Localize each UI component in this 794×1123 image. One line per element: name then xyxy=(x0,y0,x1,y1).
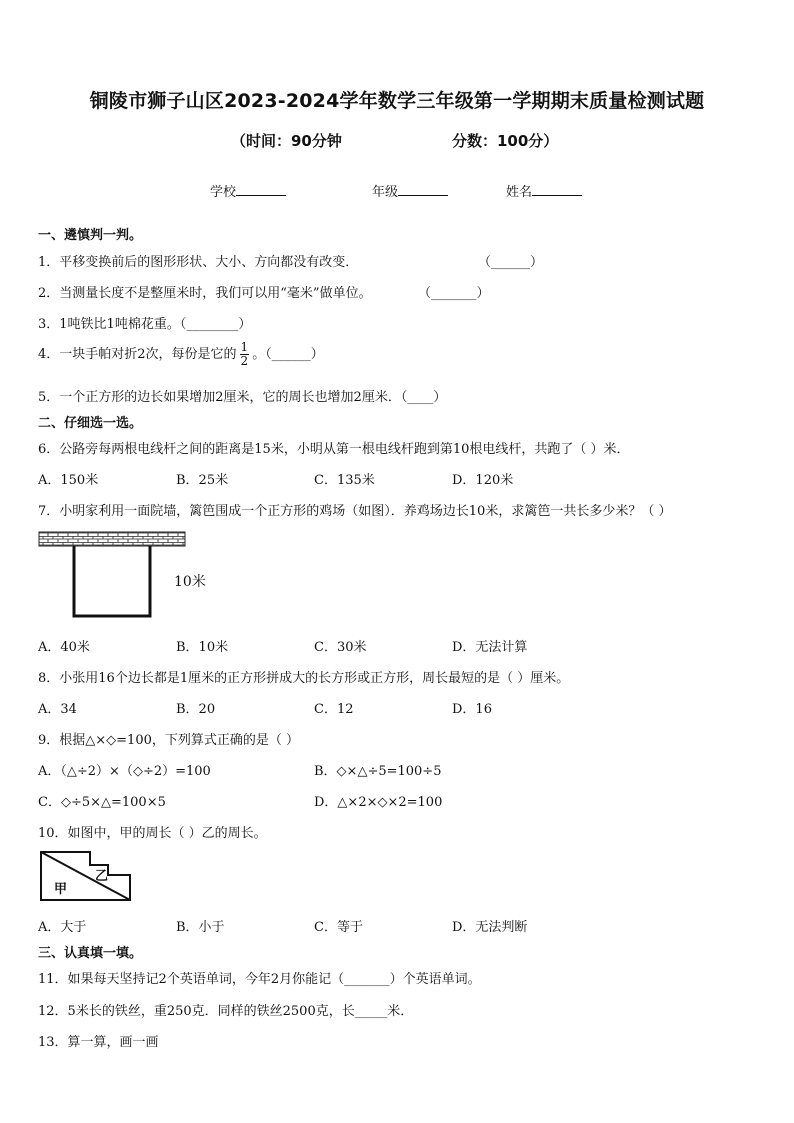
q9-option-d: D．△×2×◇×2=100 xyxy=(314,795,443,810)
fraction xyxy=(240,341,250,368)
q10-option-b: B．小于 xyxy=(176,920,225,935)
question-4-text: 4．一块手帕对折2次，每份是它的 xyxy=(38,347,237,362)
q7-option-a: A．40米 xyxy=(38,640,90,655)
q9-option-a: A．（△÷2）×（◇÷2）=100 xyxy=(38,764,211,779)
question-8: 8．小张用16个边长都是1厘米的正方形拼成大的长方形或正方形，周长最短的是（ ）厘米。 xyxy=(38,671,570,686)
question-11: 11．如果每天坚持记2个英语单词，今年2月你能记（_______）个英语单词。 xyxy=(38,972,481,987)
grade-label: 年级 xyxy=(372,185,399,200)
question-9: 9．根据△×◇=100，下列算式正确的是（ ） xyxy=(38,733,299,748)
yi-label: 乙 xyxy=(95,869,109,884)
q7-option-c: C．30米 xyxy=(314,640,367,655)
q8-option-b: B．20 xyxy=(176,702,216,717)
fraction-denominator: 2 xyxy=(240,354,249,368)
question-1: 1．平移变换前后的图形形状、大小、方向都没有改变． xyxy=(38,255,359,270)
question-3: 3．1吨铁比1吨棉花重。（________） xyxy=(38,317,252,332)
side-length-label: 10米 xyxy=(174,574,206,590)
grade-blank xyxy=(398,183,448,196)
chicken-yard-figure xyxy=(38,530,188,620)
q6-option-b: B．25米 xyxy=(176,473,229,488)
question-13: 13．算一算，画一画 xyxy=(38,1035,159,1050)
q6-option-c: C．135米 xyxy=(314,473,375,488)
name-label: 姓名 xyxy=(506,185,533,200)
jia-label: 甲 xyxy=(54,882,68,897)
question-2-answer: （_______） xyxy=(418,286,490,301)
school-blank xyxy=(236,183,286,196)
q6-option-d: D．120米 xyxy=(452,473,514,488)
question-4-answer: 。（______） xyxy=(252,347,324,362)
fence-line xyxy=(74,546,150,616)
school-field xyxy=(210,181,286,200)
q8-option-a: A．34 xyxy=(38,702,77,717)
q8-option-d: D．16 xyxy=(452,702,492,717)
q9-option-b: B．◇×△÷5=100÷5 xyxy=(314,764,442,779)
name-field xyxy=(506,181,582,200)
question-2: 2．当测量长度不是整厘米时，我们可以用“毫米”做单位。 xyxy=(38,286,372,301)
q10-option-c: C．等于 xyxy=(314,920,363,935)
q6-option-a: A．150米 xyxy=(38,473,99,488)
section-heading-choose: 二、仔细选一选。 xyxy=(38,416,143,431)
q9-option-c: C．◇÷5×△=100×5 xyxy=(38,795,166,810)
question-12: 12．5米长的铁丝，重250克．同样的铁丝2500克，长_____米． xyxy=(38,1004,414,1019)
q8-option-c: C．12 xyxy=(314,702,354,717)
grade-field xyxy=(372,181,448,200)
wall-icon xyxy=(39,532,185,546)
name-blank xyxy=(532,183,582,196)
question-10: 10．如图中，甲的周长（ ）乙的周长。 xyxy=(38,826,267,841)
section-heading-fill: 三、认真填一填。 xyxy=(38,946,143,961)
q10-option-d: D．无法判断 xyxy=(452,920,528,935)
question-7: 7．小明家利用一面院墙，篱笆围成一个正方形的鸡场（如图）．养鸡场边长10米，求篱笆一共长多少米？（ ） xyxy=(38,504,672,519)
fraction-numerator: 1 xyxy=(240,340,249,354)
q10-option-a: A．大于 xyxy=(38,920,87,935)
score-label: 分数：100分） xyxy=(452,132,559,150)
question-1-answer: （______） xyxy=(478,255,544,270)
question-4 xyxy=(38,341,324,368)
q7-option-b: B．10米 xyxy=(176,640,229,655)
page-title: 铜陵市狮子山区2023-2024学年数学三年级第一学期期末质量检测试题 xyxy=(89,90,705,112)
q7-option-d: D．无法计算 xyxy=(452,640,528,655)
time-label: （时间：90分钟 xyxy=(231,132,342,150)
section-heading-judge: 一、遴慎判一判。 xyxy=(38,228,143,243)
perimeter-figure xyxy=(38,849,134,903)
school-label: 学校 xyxy=(210,185,237,200)
question-5: 5．一个正方形的边长如果增加2厘米，它的周长也增加2厘米．（____） xyxy=(38,390,447,405)
question-6: 6．公路旁每两根电线杆之间的距离是15米，小明从第一根电线杆跑到第10根电线杆，共跑了（ ）米． xyxy=(38,442,630,457)
